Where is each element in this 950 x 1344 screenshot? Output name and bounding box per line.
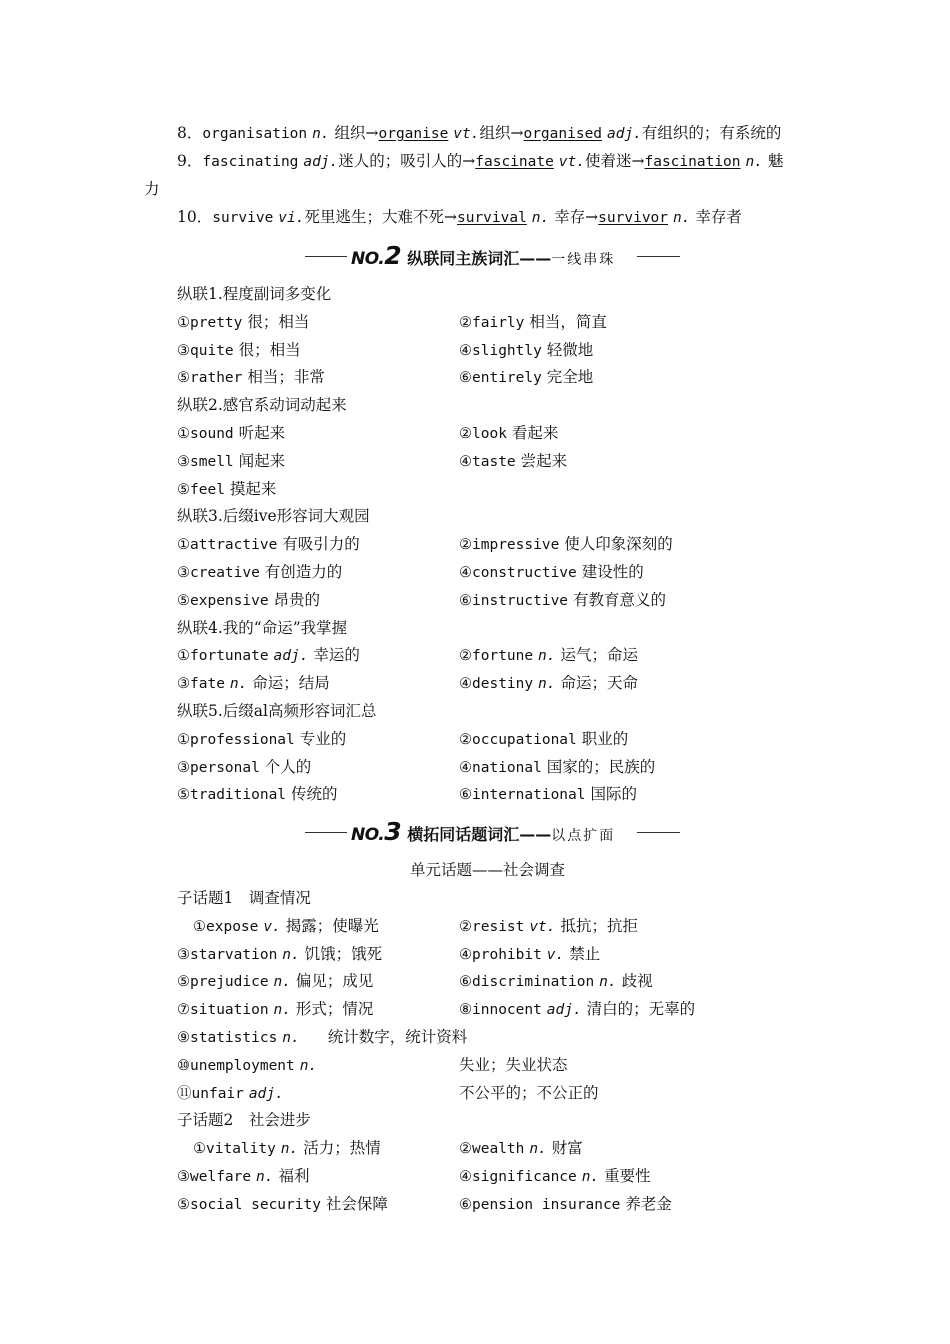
heading-rule-left <box>305 832 347 833</box>
word: organisation <box>202 126 308 142</box>
part-of-speech: n. <box>745 154 763 170</box>
section-number: 2 <box>384 241 402 270</box>
entry-number: 8． <box>177 124 203 142</box>
meaning: 财富 <box>551 1139 583 1158</box>
meaning: 使人印象深刻的 <box>564 535 673 554</box>
section-no: NO. <box>351 825 385 845</box>
section-2-heading <box>305 242 680 270</box>
vocab-item <box>177 479 276 500</box>
vocab-word: ①sound <box>177 426 234 442</box>
meaning: 重要性 <box>604 1167 651 1185</box>
part-of-speech: n. <box>312 126 330 142</box>
part-of-speech: n. <box>672 210 691 226</box>
vocab-item <box>459 1166 651 1187</box>
part-of-speech: vt. <box>529 918 556 935</box>
meaning: 有吸引力的 <box>282 535 360 554</box>
vocab-item <box>177 340 301 361</box>
vocab-word: ④constructive <box>459 565 577 581</box>
meaning: 偏见；成见 <box>295 972 374 991</box>
vocab-item <box>177 312 309 333</box>
word: fascinating <box>202 154 299 170</box>
part-of-speech: n. <box>538 676 556 693</box>
part-of-speech: vi. <box>278 210 305 226</box>
meaning: 相当，简直 <box>529 312 607 331</box>
vocab-word: ⑩unemployment <box>177 1057 295 1074</box>
meaning: 完全地 <box>546 368 594 387</box>
meaning: 有组织的；有系统的 <box>641 124 782 142</box>
part-of-speech: vt. <box>453 126 480 142</box>
group-header-3: 纵联3.后缀ive形容词大观园 <box>177 507 370 526</box>
vocab-word: ⑥international <box>459 787 586 804</box>
meaning: 看起来 <box>511 424 559 442</box>
part-of-speech: adj. <box>273 648 309 665</box>
meaning: 命运；结局 <box>252 674 330 693</box>
meaning: 抵抗；抗拒 <box>560 916 638 935</box>
part-of-speech: adj. <box>303 154 339 170</box>
entry-8 <box>177 123 781 144</box>
part-of-speech: n. <box>531 210 550 226</box>
meaning: 形式；情况 <box>295 1000 374 1019</box>
part-of-speech: n. <box>273 1002 291 1019</box>
derived-word: survivor <box>598 210 669 226</box>
part-of-speech: n. <box>581 1169 600 1185</box>
meaning: 歧视 <box>621 972 653 991</box>
subtopic-header-1: 子话题1 调查情况 <box>177 889 311 907</box>
vocab-word: ⑥discrimination <box>459 974 595 991</box>
heading-rule-right <box>637 832 680 833</box>
vocab-item <box>177 645 360 666</box>
vocab-item <box>177 367 325 388</box>
vocab-word: ⑥pension insurance <box>459 1196 621 1213</box>
part-of-speech: n. <box>538 648 556 665</box>
vocab-item <box>459 312 607 333</box>
section-title-text: 纵联同主族词汇 <box>407 249 520 268</box>
meaning: 闻起来 <box>238 451 286 470</box>
vocab-word: ⑪unfair <box>177 1085 244 1102</box>
meaning: 相当；非常 <box>247 368 325 387</box>
vocab-word: ③creative <box>177 565 260 581</box>
meaning: 揭露；使曝光 <box>285 916 379 935</box>
vocab-word: ⑤prejudice <box>177 974 269 991</box>
heading-rule-right <box>637 256 680 257</box>
vocab-item <box>177 673 330 694</box>
vocab-word: ④taste <box>459 453 516 470</box>
vocab-item <box>459 916 638 937</box>
vocab-item <box>459 562 644 583</box>
vocab-item <box>459 971 653 992</box>
vocab-item <box>177 944 382 965</box>
vocab-word: ④significance <box>459 1169 577 1185</box>
vocab-item <box>177 451 285 472</box>
vocab-word: ⑤feel <box>177 481 225 498</box>
group-header-2: 纵联2.感官系动词动起来 <box>177 396 347 415</box>
vocab-word: ⑤traditional <box>177 787 287 804</box>
vocab-item <box>459 944 600 965</box>
vocab-item <box>459 673 638 694</box>
meaning: 不公平的；不公正的 <box>459 1083 599 1102</box>
meaning: 建设性的 <box>581 563 644 581</box>
meaning: 摸起来 <box>229 479 277 498</box>
section-no: NO. <box>351 249 385 269</box>
section-subtitle: 以点扩面 <box>551 828 616 844</box>
meaning: 迷人的；吸引人的→ <box>338 152 476 170</box>
meaning: 幸存者 <box>695 208 742 226</box>
derived-word: fascination <box>644 154 741 170</box>
vocab-item <box>193 1138 381 1159</box>
vocab-item <box>177 1055 317 1076</box>
meaning: 运气；命运 <box>560 646 638 665</box>
entry-9-wrap: 力 <box>144 180 160 198</box>
vocab-word: ②wealth <box>459 1141 525 1158</box>
vocab-item <box>177 784 337 805</box>
title-dash: —— <box>519 825 552 844</box>
vocab-word: ①vitality <box>193 1141 276 1158</box>
meaning: 组织→ <box>334 124 379 142</box>
section-number: 3 <box>384 817 402 846</box>
part-of-speech: n. <box>273 974 291 991</box>
vocab-item <box>459 590 666 611</box>
meaning: 有教育意义的 <box>572 590 666 609</box>
section-title <box>351 242 615 274</box>
vocab-word: ③starvation <box>177 946 278 963</box>
vocab-word: ④prohibit <box>459 946 542 963</box>
vocab-word: ⑦situation <box>177 1002 269 1019</box>
vocab-item <box>177 1027 467 1048</box>
part-of-speech: n. <box>256 1169 274 1185</box>
meaning: 尝起来 <box>520 451 568 470</box>
section-3-heading <box>305 818 680 846</box>
meaning: 职业的 <box>581 729 629 748</box>
part-of-speech: n. <box>229 676 248 693</box>
vocab-word: ②resist <box>459 918 525 935</box>
vocab-word: ④national <box>459 759 542 776</box>
vocab-item <box>459 423 558 444</box>
meaning: 禁止 <box>569 944 601 963</box>
vocab-item <box>459 784 637 805</box>
meaning: 很；相当 <box>238 340 301 359</box>
vocab-item <box>459 757 655 778</box>
unit-topic: 单元话题——社会调查 <box>410 861 566 879</box>
vocab-item <box>177 757 311 778</box>
section-subtitle: 一线串珠 <box>551 252 616 268</box>
vocab-item <box>459 340 593 361</box>
part-of-speech: vt. <box>558 154 585 170</box>
meaning: 社会保障 <box>325 1194 388 1213</box>
meaning: 个人的 <box>264 757 312 776</box>
vocab-word: ③fate <box>177 676 225 693</box>
word: survive <box>212 210 274 226</box>
vocab-word: ③quite <box>177 342 234 359</box>
meaning: 活力；热情 <box>303 1139 381 1158</box>
meaning: 专业的 <box>299 729 347 748</box>
part-of-speech: v. <box>546 946 565 963</box>
vocab-word: ⑧innocent <box>459 1002 542 1019</box>
heading-rule-left <box>305 256 347 257</box>
part-of-speech: v. <box>263 918 281 935</box>
vocab-word: ②occupational <box>459 731 577 748</box>
meaning: 国家的；民族的 <box>546 757 656 776</box>
derived-word: organised <box>523 126 603 142</box>
part-of-speech: n. <box>599 974 617 991</box>
meaning: 组织→ <box>479 124 524 142</box>
vocab-word: ①professional <box>177 731 295 748</box>
vocab-item <box>177 999 373 1020</box>
section-title-text: 横拓同话题词汇 <box>407 825 520 844</box>
vocab-word: ⑥instructive <box>459 592 569 609</box>
meaning: 清白的；无辜的 <box>586 1000 696 1019</box>
meaning: 使着迷→ <box>584 152 645 170</box>
vocab-word: ③smell <box>177 453 234 470</box>
meaning: 国际的 <box>590 785 637 804</box>
part-of-speech: n. <box>299 1057 318 1074</box>
part-of-speech: n. <box>280 1141 299 1158</box>
vocab-item <box>459 1194 672 1215</box>
vocab-item <box>459 729 628 750</box>
part-of-speech: adj. <box>248 1085 284 1102</box>
vocab-item <box>177 590 320 611</box>
meaning: 失业；失业状态 <box>459 1055 568 1074</box>
vocab-item <box>177 562 342 583</box>
vocab-item <box>459 367 593 388</box>
vocab-item <box>177 971 373 992</box>
group-header-4: 纵联4.我的“命运”我掌握 <box>177 618 348 637</box>
meaning: 幸运的 <box>313 646 360 665</box>
vocab-word: ④slightly <box>459 342 542 359</box>
entry-9 <box>177 151 783 172</box>
vocab-word: ⑤expensive <box>177 592 269 609</box>
entry-number: 9． <box>177 152 203 170</box>
vocab-word: ⑨statistics <box>177 1030 278 1046</box>
meaning: 很；相当 <box>247 312 310 331</box>
meaning: 幸存→ <box>554 208 599 226</box>
vocab-word: ④destiny <box>459 676 534 693</box>
meaning: 命运；天命 <box>560 674 638 693</box>
vocab-item <box>459 645 638 666</box>
meaning: 福利 <box>278 1167 310 1185</box>
derived-word: fascinate <box>475 154 554 170</box>
vocab-word: ⑤rather <box>177 370 243 387</box>
vocab-item <box>459 1138 583 1159</box>
meaning: 魅 <box>767 152 784 170</box>
vocab-item <box>459 999 695 1020</box>
group-header-5: 纵联5.后缀al高频形容词汇总 <box>177 702 377 720</box>
vocab-item <box>177 1083 284 1104</box>
part-of-speech: n. <box>282 946 300 963</box>
meaning: 死里逃生；大难不死→ <box>304 208 457 226</box>
vocab-item <box>459 534 673 555</box>
vocab-word: ②look <box>459 426 507 442</box>
meaning: 有创造力的 <box>264 563 343 581</box>
meaning: 轻微地 <box>546 340 594 359</box>
title-dash: —— <box>519 249 552 268</box>
meaning: 昂贵的 <box>273 590 321 609</box>
part-of-speech: n. <box>282 1030 300 1046</box>
vocab-word: ②fairly <box>459 314 525 331</box>
meaning: 养老金 <box>625 1194 672 1213</box>
part-of-speech: n. <box>529 1141 547 1158</box>
vocab-item <box>177 1166 309 1187</box>
vocab-word: ①attractive <box>177 537 278 554</box>
vocab-word: ②fortune <box>459 648 534 665</box>
meaning: 饥饿；饿死 <box>304 944 383 963</box>
meaning: 听起来 <box>238 424 286 442</box>
vocab-word: ⑤social security <box>177 1196 321 1213</box>
vocab-word: ③welfare <box>177 1169 252 1185</box>
part-of-speech: adj. <box>546 1002 582 1019</box>
vocab-item <box>177 534 360 555</box>
entry-10 <box>177 207 742 228</box>
derived-word: organise <box>378 126 449 142</box>
subtopic-header-2: 子话题2 社会进步 <box>177 1111 311 1130</box>
derived-word: survival <box>456 210 527 226</box>
meaning: 传统的 <box>290 785 338 804</box>
vocab-item <box>193 916 379 937</box>
vocab-word: ②impressive <box>459 537 560 554</box>
entry-number: 10． <box>177 208 213 226</box>
part-of-speech: adj. <box>606 126 642 142</box>
vocab-word: ①pretty <box>177 314 243 331</box>
group-header-1: 纵联1.程度副词多变化 <box>177 285 332 303</box>
vocab-item <box>177 729 346 750</box>
vocab-item <box>177 423 285 444</box>
section-title <box>351 818 615 850</box>
vocab-word: ③personal <box>177 759 260 776</box>
vocab-word: ①fortunate <box>177 648 269 665</box>
vocab-word: ⑥entirely <box>459 370 542 387</box>
vocab-word: ①expose <box>193 918 259 935</box>
meaning: 统计数字，统计资料 <box>327 1028 468 1046</box>
vocab-item <box>177 1194 388 1215</box>
vocab-item <box>459 451 567 472</box>
